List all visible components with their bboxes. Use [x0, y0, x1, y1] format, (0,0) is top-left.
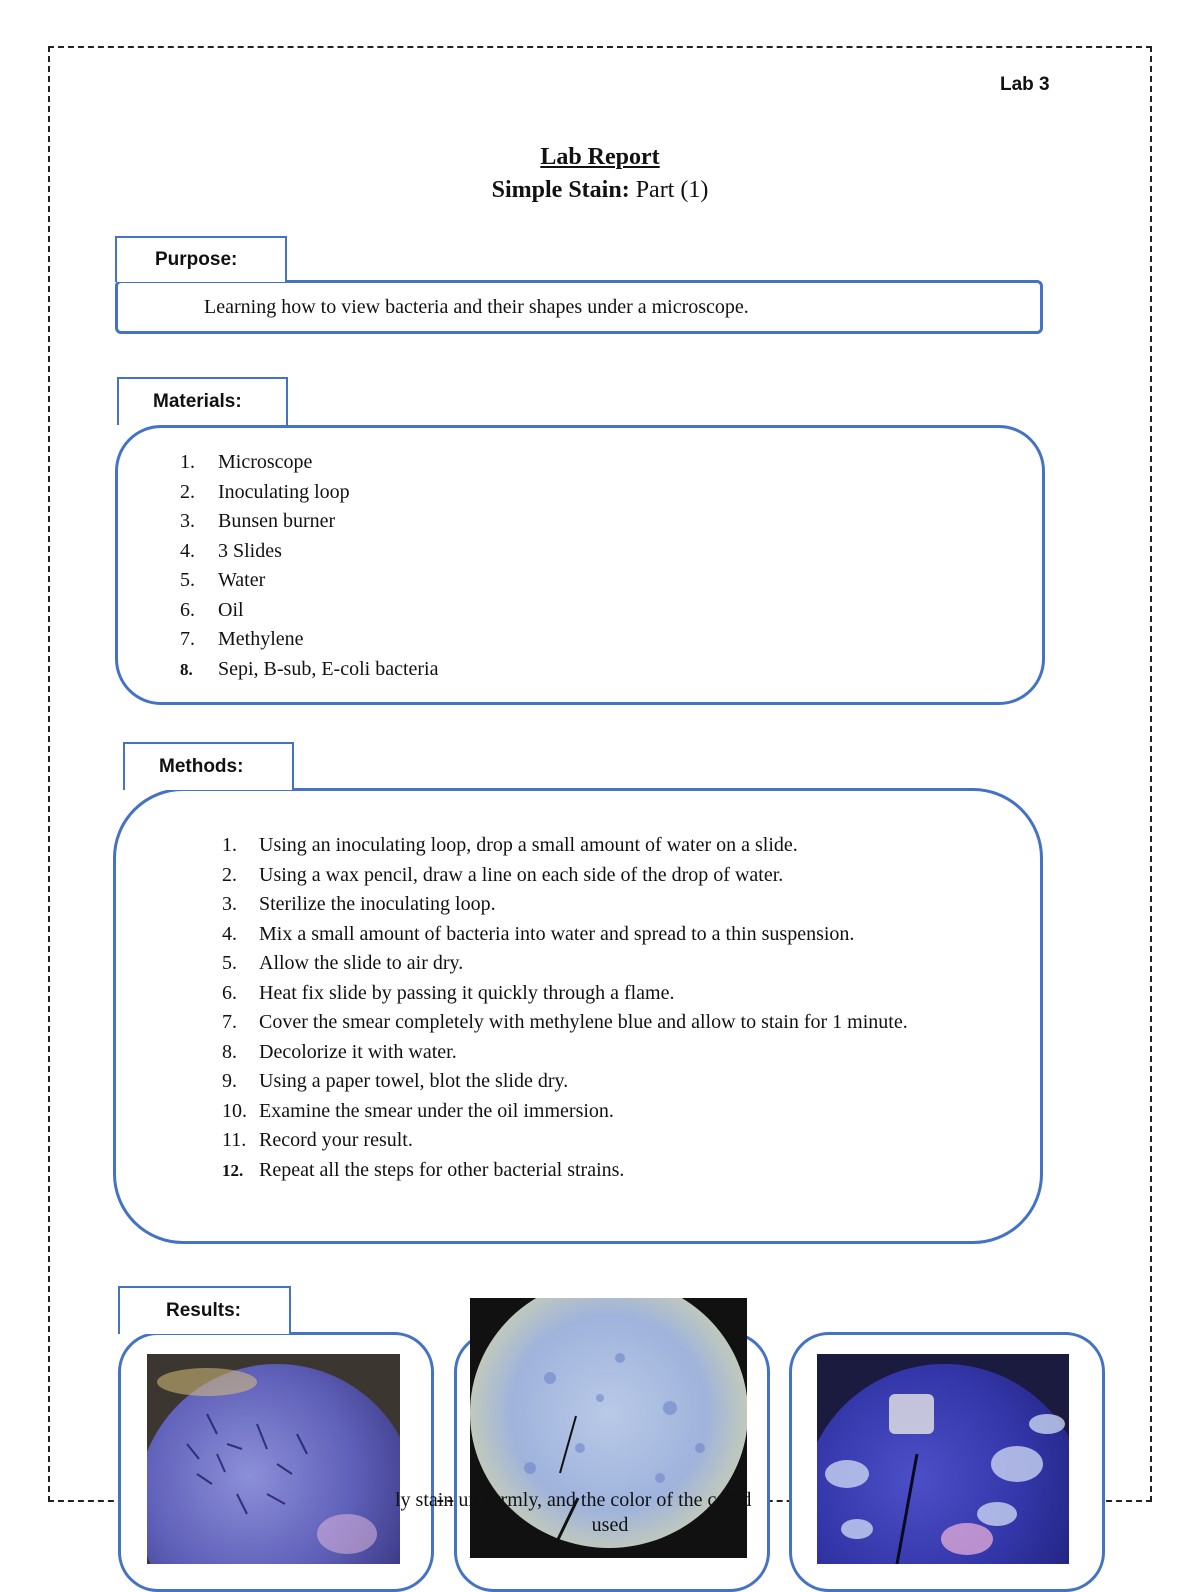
results-caption — [395, 1488, 825, 1538]
list-item — [180, 596, 439, 626]
subtitle-rest: Part (1) — [629, 177, 709, 203]
purpose-box — [115, 280, 1043, 334]
list-text: Allow the slide to air dry. — [259, 952, 464, 974]
list-text: Decolorize it with water. — [259, 1040, 457, 1063]
list-number: 9. — [222, 1070, 237, 1092]
purpose-label-text: Purpose: — [155, 249, 238, 270]
list-number: 3. — [180, 510, 195, 532]
subtitle-bold: Simple Stain: — [491, 177, 630, 203]
list-text: Bunsen burner — [218, 510, 336, 532]
materials-list — [180, 448, 439, 684]
list-text: Using an inoculating loop, drop a small amount of water on a slide. — [259, 834, 798, 856]
list-number: 7. — [180, 628, 195, 650]
list-number: 1. — [222, 834, 237, 856]
list-text: Water — [218, 569, 266, 591]
materials-label — [117, 377, 288, 425]
list-item — [222, 1067, 982, 1097]
list-number: 2. — [180, 480, 195, 503]
list-item — [222, 920, 982, 950]
list-item — [180, 625, 439, 655]
list-item — [180, 478, 439, 508]
list-text: Methylene — [218, 628, 304, 650]
list-number: 5. — [222, 952, 237, 974]
methods-box — [113, 788, 1043, 1244]
report-title: Lab Report — [540, 144, 660, 170]
list-number: 5. — [180, 569, 195, 591]
list-item — [222, 890, 982, 920]
list-number: 6. — [222, 981, 237, 1004]
list-item — [180, 537, 439, 567]
bacteria-rods — [147, 1354, 400, 1564]
caption-line-2: used — [591, 1514, 629, 1536]
list-text: Repeat all the steps for other bacterial strains. — [259, 1158, 625, 1181]
list-item — [222, 979, 982, 1009]
list-number: 11. — [222, 1129, 247, 1151]
list-number: 3. — [222, 893, 237, 915]
list-number: 4. — [180, 539, 195, 562]
stain-blotches — [817, 1354, 1069, 1564]
list-text: Record your result. — [259, 1129, 413, 1151]
list-item — [222, 1156, 982, 1186]
list-item — [180, 566, 439, 596]
list-item — [222, 949, 982, 979]
list-text: Examine the smear under the oil immersion. — [259, 1099, 614, 1122]
microscope-photo-3 — [817, 1354, 1069, 1564]
results-label — [118, 1286, 291, 1334]
list-item — [222, 1126, 982, 1156]
list-text: 3 Slides — [218, 539, 282, 562]
list-item — [222, 1038, 982, 1068]
list-text: Mix a small amount of bacteria into water and spread to a thin suspension. — [259, 922, 855, 945]
list-item — [222, 831, 982, 861]
list-text: Using a wax pencil, draw a line on each side of the drop of water. — [259, 863, 784, 886]
methods-list — [222, 831, 982, 1185]
list-number: 2. — [222, 863, 237, 886]
report-subtitle — [0, 177, 1200, 204]
list-number: 7. — [222, 1011, 237, 1033]
list-text: Cover the smear completely with methylene blue and allow to stain for 1 minute. — [259, 1011, 908, 1033]
list-number: 4. — [222, 922, 237, 945]
purpose-label — [115, 236, 287, 282]
list-number: 6. — [180, 598, 195, 621]
list-item — [222, 1097, 982, 1127]
lab-number: Lab 3 — [1000, 74, 1050, 95]
results-label-text: Results: — [166, 1300, 241, 1321]
methods-label — [123, 742, 294, 790]
list-text: Inoculating loop — [218, 480, 350, 503]
list-item — [180, 448, 439, 478]
list-item — [222, 861, 982, 891]
list-number: 12. — [222, 1160, 244, 1180]
purpose-text: Learning how to view bacteria and their shapes under a microscope. — [204, 296, 749, 318]
list-item — [180, 655, 439, 685]
materials-label-text: Materials: — [153, 391, 242, 412]
list-number: 10. — [222, 1099, 247, 1122]
list-text: Oil — [218, 598, 244, 621]
list-text: Using a paper towel, blot the slide dry. — [259, 1070, 569, 1092]
list-number: 1. — [180, 451, 195, 473]
list-item — [180, 507, 439, 537]
caption-line-1: ly stain uniformly, and the color of the cell d — [395, 1489, 752, 1511]
microscope-photo-1 — [147, 1354, 400, 1564]
list-text: Sterilize the inoculating loop. — [259, 893, 496, 915]
list-number: 8. — [180, 659, 193, 679]
list-text: Heat fix slide by passing it quickly through a flame. — [259, 981, 675, 1004]
list-text: Sepi, B-sub, E-coli bacteria — [218, 657, 439, 680]
list-item — [222, 1008, 982, 1038]
materials-box — [115, 425, 1045, 705]
list-number: 8. — [222, 1040, 237, 1063]
list-text: Microscope — [218, 451, 313, 473]
methods-label-text: Methods: — [159, 756, 244, 777]
